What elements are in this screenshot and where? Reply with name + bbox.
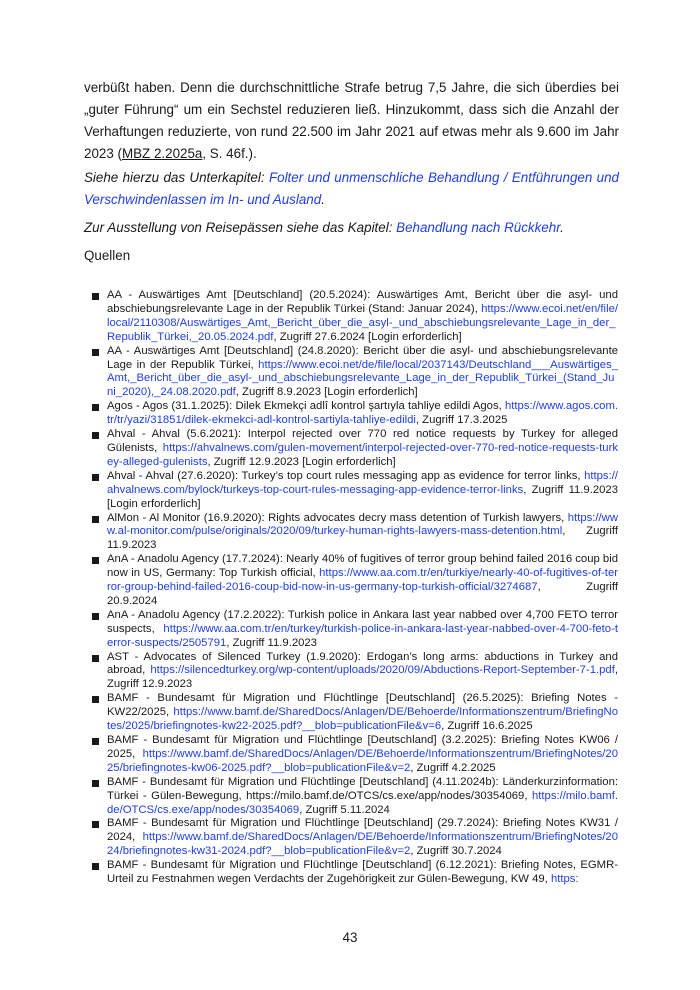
reference-access: , Zugriff 8.9.2023 [Login erforderlich]	[235, 386, 418, 399]
reference-text: BAMF - Bundesamt für Migration und Flüchtlinge [Deutschland] (26.5.2025): Briefing Notes - KW22/2025,	[107, 692, 618, 719]
reference-item	[92, 428, 618, 470]
reference-list	[92, 289, 618, 887]
reference-item	[92, 345, 618, 401]
reference-link[interactable]: https:	[550, 873, 579, 886]
bullet-icon	[92, 474, 99, 481]
paragraph-tail: , S. 46f.).	[202, 146, 257, 161]
paragraph-tail: .	[321, 192, 325, 207]
reference-link[interactable]: https://www.bamf.de/SharedDocs/Anlagen/DE/Behoerde/Informationszentrum/BriefingNotes/2024/briefingnotes-kw31-2024.pdf?__blob=publicationFile&v=2	[107, 831, 618, 858]
bullet-icon	[92, 780, 99, 787]
reference-text: AnA - Anadolu Agency (17.2.2022): Turkish police in Ankara last year nabbed over 4,700 FETO terror suspects,	[107, 608, 618, 635]
reference-access: , Zugriff 11.9.2023	[107, 525, 618, 552]
reference-access: , Zugriff 4.2.2025	[410, 761, 496, 774]
reference-link[interactable]: https://www.aa.com.tr/en/turkey/turkish-police-in-ankara-last-year-nabbed-over-4-700-feto-terror-suspects/2505791	[107, 622, 618, 649]
paragraph-text: Zur Ausstellung von Reisepässen siehe das Kapitel:	[84, 220, 397, 235]
reference-item	[92, 553, 618, 609]
reference-access: , Zugriff 27.6.2024 [Login erforderlich]	[273, 330, 462, 343]
reference-link[interactable]: https://silencedturkey.org/wp-content/uploads/2020/09/Abductions-Report-September-7-1.pdf	[150, 664, 615, 677]
subchapter-link[interactable]: Folter und unmenschliche Behandlung / Entführungen und Verschwindenlassen im In- und Ausland	[84, 170, 619, 207]
reference-access: , Zugriff 16.6.2025	[441, 720, 533, 733]
reference-text: AnA - Anadolu Agency (17.7.2024): Nearly 40% of fugitives of terror group behind failed 2016 coup bid now in US, Germany: Top Turkish official,	[107, 553, 618, 580]
reference-text: AST - Advocates of Silenced Turkey (1.9.2020): Erdogan’s long arms: abductions in Turkey and abroad,	[107, 650, 618, 677]
bullet-icon	[92, 655, 99, 662]
reference-access: , Zugriff 17.3.2025	[415, 414, 508, 427]
chapter-link[interactable]: Behandlung nach Rückkehr	[396, 220, 561, 235]
reference-item	[92, 776, 618, 818]
reference-text: Agos - Agos (31.1.2025): Dilek Ekmekçi adlî kontrol şartıyla tahliye edildi Agos,	[107, 400, 505, 413]
reference-link[interactable]: https://www.ecoi.net/en/file/local/2110308/Auswärtiges_Amt,_Bericht_über_die_asyl-_und_abschiebungsrelevante_Lage_in_der_Republik_Türkei,_20.05.2024.pdf	[107, 302, 618, 343]
body-paragraph-2	[84, 167, 619, 211]
reference-access: , Zugriff 5.11.2024	[299, 803, 390, 816]
bullet-icon	[92, 738, 99, 745]
reference-link[interactable]: https://www.ecoi.net/de/file/local/2037143/Deutschland___Auswärtiges_Amt,_Bericht_über_die_asyl-_und_abschiebungsrelevante_Lage_in_der_Republik_Türkei_(Stand_Juni_2020),_24.08.2020.pdf	[107, 358, 618, 399]
reference-access: , Zugriff 12.9.2023	[107, 664, 618, 691]
reference-item	[92, 734, 618, 776]
bullet-icon	[92, 613, 99, 620]
reference-access: , Zugriff 11.9.2023 [Login erforderlich]	[107, 483, 618, 510]
reference-item	[92, 651, 618, 693]
sources-heading: Quellen	[84, 248, 131, 263]
mbz-reference-link[interactable]: MBZ 2.2025a	[121, 146, 203, 161]
reference-link[interactable]: https://www.aa.com.tr/en/turkiye/nearly-40-of-fugitives-of-terror-group-behind-failed-2016-coup-bid-now-in-us-germany-top-turkish-official/3274687	[107, 567, 618, 594]
paragraph-text: Siehe hierzu das Unterkapitel:	[84, 170, 269, 185]
reference-text: AA - Auswärtiges Amt [Deutschland] (20.5.2024): Auswärtiges Amt, Bericht über die asyl- und abschiebungsrelevante Lage in der Republik Türkei (Stand: Januar 2024),	[107, 289, 618, 315]
reference-text: BAMF - Bundesamt für Migration und Flüchtlinge [Deutschland] (29.7.2024): Briefing Notes KW31 / 2024,	[107, 817, 618, 844]
bullet-icon	[92, 349, 99, 356]
reference-link[interactable]: https://www.bamf.de/SharedDocs/Anlagen/DE/Behoerde/Informationszentrum/BriefingNotes/2025/briefingnotes-kw22-2025.pdf?__blob=publicationFile&v=6	[107, 706, 618, 733]
reference-access: , Zugriff 30.7.2024	[410, 845, 502, 858]
reference-text: BAMF - Bundesamt für Migration und Flüchtlinge [Deutschland] (4.11.2024b): Länderkurzinformation: Türkei - Gülen-Bewegung, https://milo.bamf.de/OTCS/cs.exe/app/nodes/30354069,	[107, 775, 618, 802]
bullet-icon	[92, 516, 99, 523]
bullet-icon	[92, 293, 99, 300]
bullet-icon	[92, 696, 99, 703]
bullet-icon	[92, 863, 99, 870]
bullet-icon	[92, 432, 99, 439]
body-paragraph-3	[84, 217, 619, 239]
reference-item	[92, 817, 618, 859]
bullet-icon	[92, 404, 99, 411]
reference-text: AA - Auswärtiges Amt [Deutschland] (24.8.2020): Bericht über die asyl- und abschiebungsrelevante Lage in der Republik Türkei,	[107, 344, 618, 371]
bullet-icon	[92, 557, 99, 564]
reference-text: AlMon - Al Monitor (16.9.2020): Rights advocates decry mass detention of Turkish lawyers,	[107, 511, 568, 524]
reference-item	[92, 400, 618, 428]
reference-text: BAMF - Bundesamt für Migration und Flüchtlinge [Deutschland] (6.12.2021): Briefing Notes, EGMR-Urteil zu Festnahmen wegen Verdachts der Zugehörigkeit zur Gülen-Bewegung, KW 49,	[107, 859, 618, 886]
reference-link[interactable]: https://www.al-monitor.com/pulse/originals/2020/09/turkey-human-rights-lawyers-mass-detention.html	[107, 511, 618, 538]
reference-link[interactable]: https://ahvalnews.com/bylock/turkeys-top-court-rules-messaging-app-evidence-terror-links	[107, 469, 618, 496]
page-number: 43	[342, 930, 358, 945]
reference-item	[92, 692, 618, 734]
reference-item	[92, 512, 618, 554]
paragraph-tail: .	[560, 220, 564, 235]
body-paragraph-1	[84, 77, 619, 165]
reference-text: Ahval - Ahval (27.6.2020): Turkey’s top court rules messaging app as evidence for terror links,	[107, 469, 585, 482]
reference-text: BAMF - Bundesamt für Migration und Flüchtlinge [Deutschland] (3.2.2025): Briefing Notes KW06 / 2025,	[107, 734, 618, 760]
reference-access: , Zugriff 12.9.2023 [Login erforderlich]	[207, 455, 396, 468]
reference-access: , Zugriff 20.9.2024	[107, 581, 618, 607]
reference-item	[92, 859, 618, 887]
reference-access: , Zugriff 11.9.2023	[226, 636, 317, 649]
reference-item	[92, 289, 618, 345]
reference-item	[92, 609, 618, 651]
reference-link[interactable]: https://milo.bamf.de/OTCS/cs.exe/app/nodes/30354069	[107, 789, 618, 816]
paragraph-text: verbüßt haben. Denn die durchschnittliche Strafe betrug 7,5 Jahre, die sich überdies bei „guter Führung“ um ein Sechstel reduzieren ließ. Hinzukommt, dass sich die Anzahl der Verhaftungen reduzierte, von rund 22.500 im Jahr 2021 auf etwas mehr als 9.600 im Jahr 2023 (	[84, 80, 619, 161]
reference-link[interactable]: https://ahvalnews.com/gulen-movement/interpol-rejected-over-770-red-notice-requests-turkey-alleged-gulenists	[107, 441, 618, 468]
bullet-icon	[92, 821, 99, 828]
reference-link[interactable]: https://www.bamf.de/SharedDocs/Anlagen/DE/Behoerde/Informationszentrum/BriefingNotes/2025/briefingnotes-kw06-2025.pdf?__blob=publicationFile&v=2	[107, 747, 618, 774]
reference-item	[92, 470, 618, 512]
reference-text: Ahval - Ahval (5.6.2021): Interpol rejected over 770 red notice requests by Turkey for alleged Gülenists,	[107, 428, 618, 454]
reference-link[interactable]: https://www.agos.com.tr/tr/yazi/31851/dilek-ekmekci-adl-kontrol-sartiyla-tahliye-edildi	[107, 400, 618, 427]
